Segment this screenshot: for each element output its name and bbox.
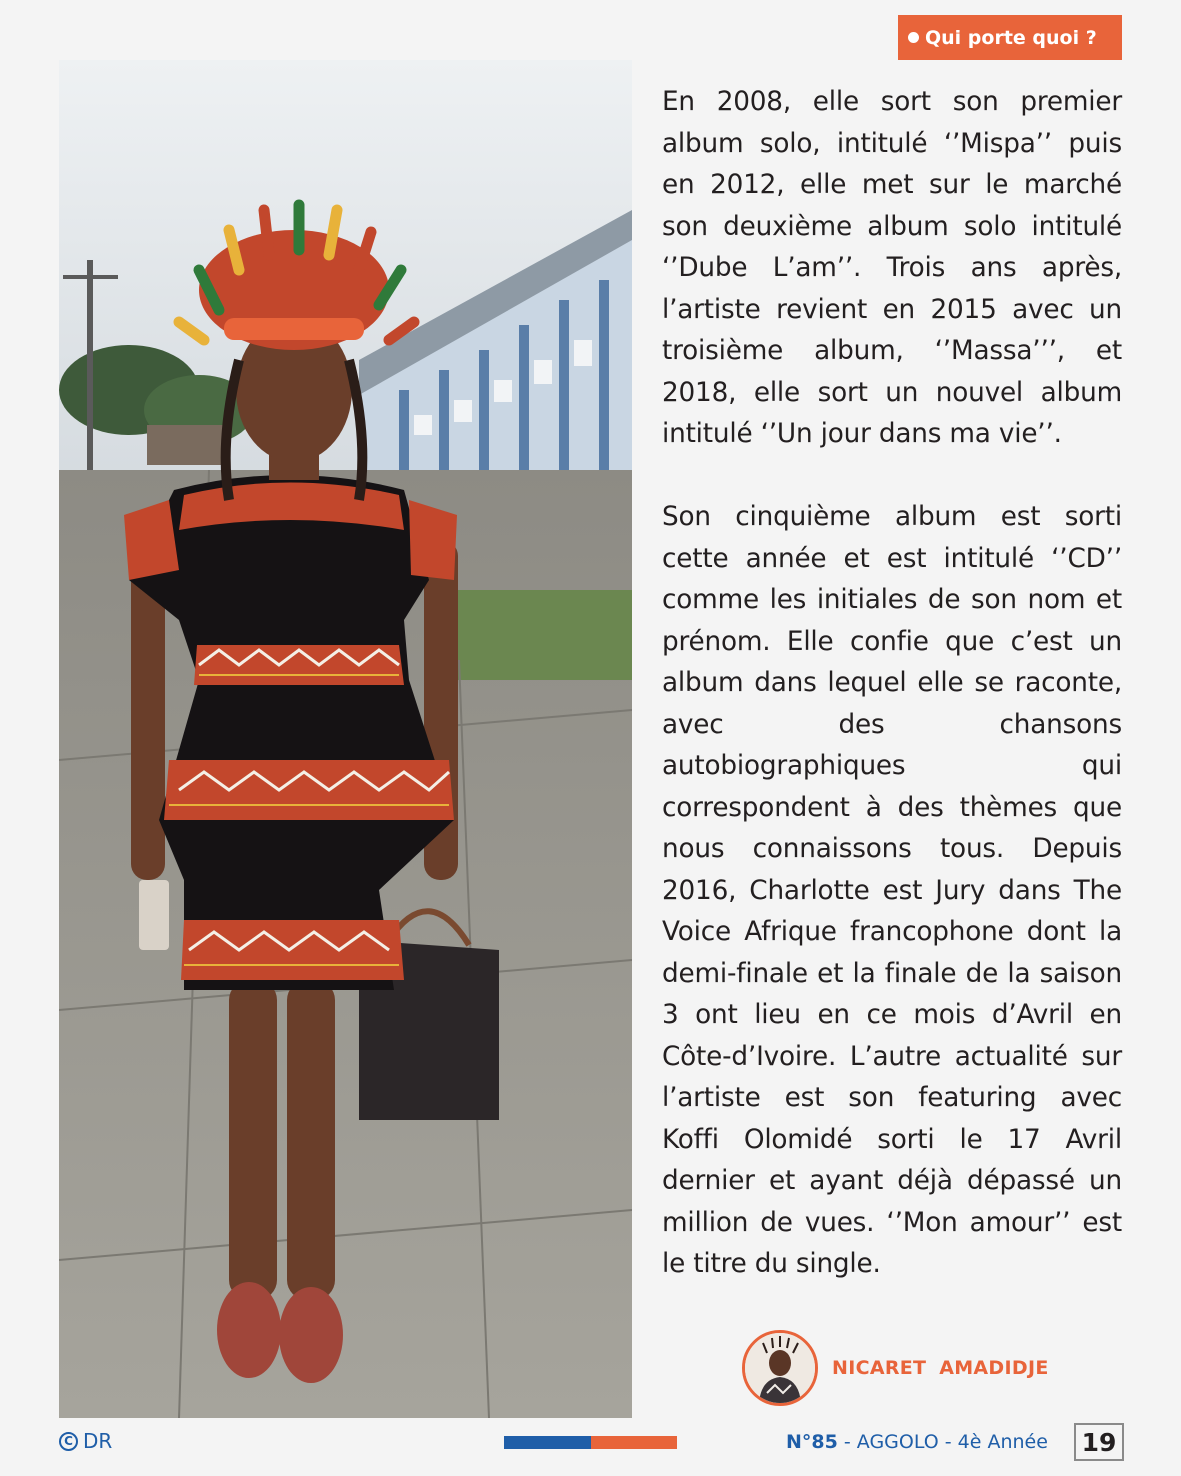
page-number: 19 [1074, 1423, 1124, 1461]
portrait-photo [59, 60, 632, 1418]
photo-credit [59, 1429, 112, 1453]
author-portrait-icon [745, 1333, 815, 1403]
issue-info [786, 1431, 1048, 1453]
section-tag-label: Qui porte quoi ? [925, 26, 1097, 49]
issue-details: - AGGOLO - 4è Année [837, 1431, 1048, 1453]
footer-bar-orange [591, 1436, 677, 1449]
article-body [662, 82, 1122, 1327]
copyright-icon: C [59, 1432, 78, 1451]
portrait-photo-illustration [59, 60, 632, 1418]
author-avatar [742, 1330, 818, 1406]
footer-bar-blue [504, 1436, 591, 1449]
bullet-dot-icon [908, 32, 919, 43]
photo-credit-label: DR [83, 1429, 113, 1453]
article-paragraph: Son cinquième album est sorti cette année et est intitulé ‘’CD’’ comme les initiales de son nom et prénom. Elle confie que c’est un album dans lequel elle se raconte, avec des chansons autobiographiques qui correspondent à des thèmes que nous connaissons tous. Depuis 2016, Charlotte est Jury dans The Voice Afrique francophone dont la demi-finale et la finale de la saison 3 ont lieu en ce mois d’Avril en Côte-d’Ivoire. L’autre actualité sur l’artiste est son featuring avec Koffi Olomidé sorti le 17 Avril dernier et ayant déjà dépassé un million de vues. ‘’Mon amour’’ est le titre du single. [662, 502, 1122, 1279]
author-name [832, 1357, 1049, 1379]
issue-number: N°85 [786, 1431, 838, 1453]
article-paragraph: En 2008, elle sort son premier album solo, intitulé ‘’Mispa’’ puis en 2012, elle met sur le marché son deuxième album solo intitulé ‘’Dube L’am’’. Trois ans après, l’artiste revient en 2015 avec un troisième album, ‘’Massa’’’, et 2018, elle sort un nouvel album intitulé ‘’Un jour dans ma vie’’. [662, 87, 1122, 449]
author-last-name: AMADIDJE [939, 1357, 1049, 1379]
author-first-name: NICARET [832, 1357, 927, 1379]
section-tag [898, 15, 1122, 60]
author-byline [742, 1330, 1049, 1406]
